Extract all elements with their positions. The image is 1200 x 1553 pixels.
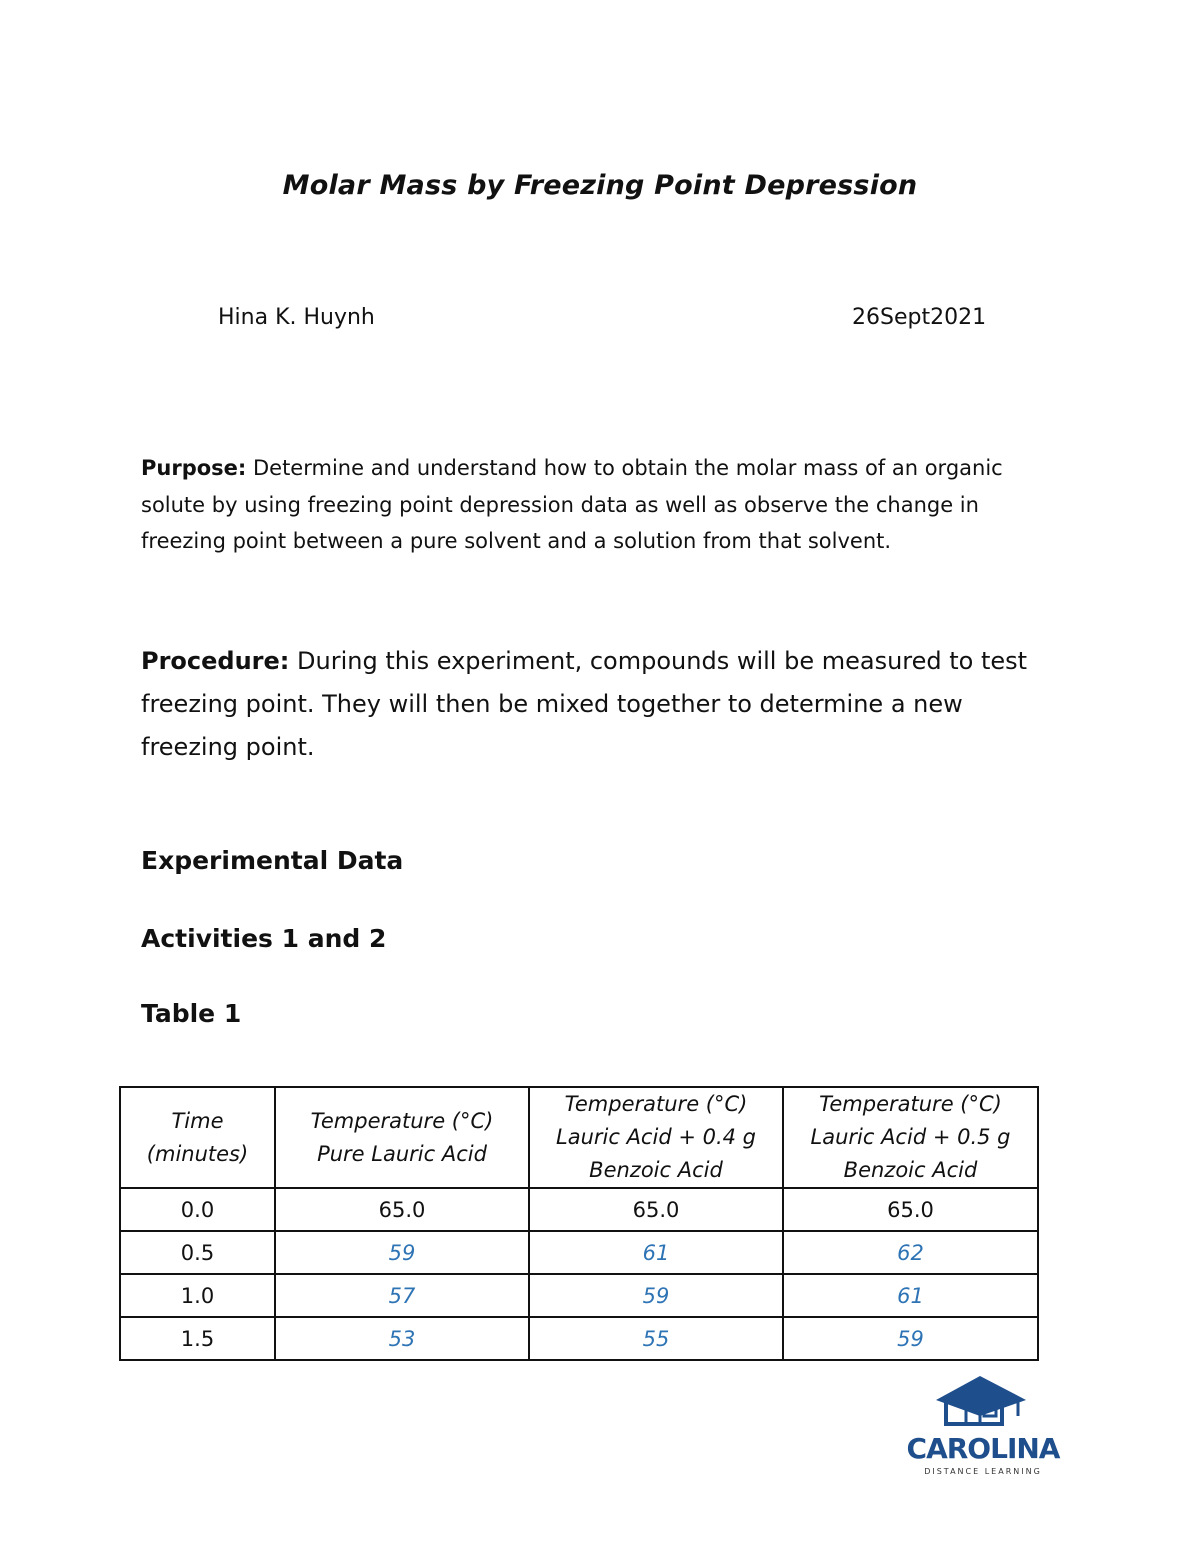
house-cap-icon [936, 1376, 1026, 1424]
table-cell: 53 [275, 1317, 529, 1360]
header-pure-lauric: Temperature (°C) Pure Lauric Acid [275, 1087, 529, 1188]
table-header-row [120, 1087, 1038, 1188]
table-row [120, 1317, 1038, 1360]
logo-tagline: DISTANCE LEARNING [924, 1467, 1042, 1476]
table-row [120, 1231, 1038, 1274]
purpose-label: Purpose: [141, 456, 247, 480]
table-cell: 59 [529, 1274, 783, 1317]
procedure-label: Procedure: [141, 647, 290, 675]
table-cell: 59 [275, 1231, 529, 1274]
table-cell: 0.5 [120, 1231, 275, 1274]
experimental-data-heading: Experimental Data [141, 846, 404, 875]
data-table [119, 1086, 1039, 1361]
table-row [120, 1188, 1038, 1231]
table-cell: 61 [783, 1274, 1038, 1317]
table-cell: 57 [275, 1274, 529, 1317]
table-cell: 59 [783, 1317, 1038, 1360]
table-cell: 1.0 [120, 1274, 275, 1317]
table-cell: 65.0 [529, 1188, 783, 1231]
table-cell: 65.0 [275, 1188, 529, 1231]
table-cell: 1.5 [120, 1317, 275, 1360]
carolina-logo [906, 1372, 1060, 1482]
purpose-paragraph [141, 450, 1061, 560]
document-title: Molar Mass by Freezing Point Depression [282, 170, 918, 201]
author-name: Hina K. Huynh [218, 305, 375, 330]
procedure-paragraph [141, 640, 1061, 769]
table-row [120, 1274, 1038, 1317]
header-lauric-0-4: Temperature (°C) Lauric Acid + 0.4 g Benzoic Acid [529, 1087, 783, 1188]
table-cell: 61 [529, 1231, 783, 1274]
document-date: 26Sept2021 [852, 305, 987, 330]
table-heading: Table 1 [141, 999, 242, 1028]
activities-heading: Activities 1 and 2 [141, 924, 387, 953]
logo-name: CAROLINA [906, 1432, 1060, 1465]
header-time: Time (minutes) [120, 1087, 275, 1188]
procedure-text: During this experiment, compounds will be measured to test freezing point. They will then be mixed together to determine a new freezing point. [141, 647, 1028, 761]
table-cell: 0.0 [120, 1188, 275, 1231]
header-lauric-0-5: Temperature (°C) Lauric Acid + 0.5 g Benzoic Acid [783, 1087, 1038, 1188]
table-cell: 62 [783, 1231, 1038, 1274]
purpose-text: Determine and understand how to obtain the molar mass of an organic solute by using freezing point depression data as well as observe the change in freezing point between a pure solvent and a solution from that solvent. [141, 456, 1003, 553]
table-cell: 55 [529, 1317, 783, 1360]
table-cell: 65.0 [783, 1188, 1038, 1231]
